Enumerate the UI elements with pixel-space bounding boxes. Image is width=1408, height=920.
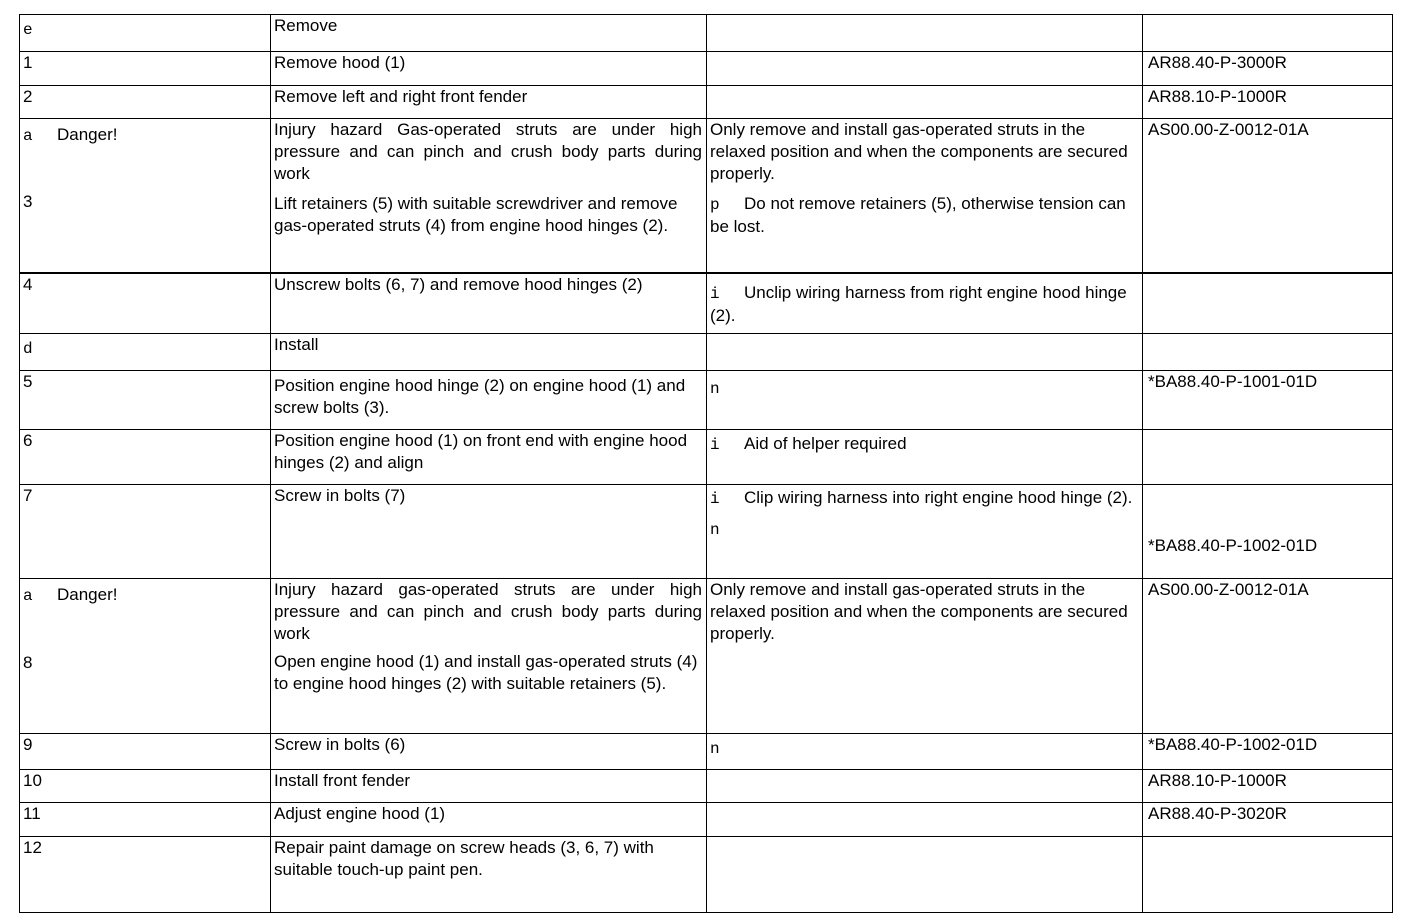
reference-link[interactable]: AS00.00-Z-0012-01A [1143, 579, 1393, 734]
action-cell [271, 371, 707, 430]
note-text: Only remove and install gas-operated struts in the relaxed position and when the components are secured properly. [710, 120, 1128, 183]
table-row [20, 371, 1393, 430]
table-row [20, 334, 1393, 371]
action-cell: Remove left and right front fender [271, 86, 707, 119]
section-symbol: d [23, 340, 33, 358]
note-cell [707, 15, 1143, 52]
step-number: 12 [20, 837, 271, 913]
note-symbol: n [710, 521, 720, 539]
info-symbol: i [710, 436, 720, 454]
table-row [20, 430, 1393, 485]
action-cell [271, 579, 707, 734]
action-cell: Unscrew bolts (6, 7) and remove hood hinges (2) [271, 273, 707, 334]
step-cell [20, 334, 271, 371]
table-row [20, 837, 1393, 913]
action-text: Open engine hood (1) and install gas-operated struts (4) to engine hood hinges (2) with suitable retainers (5). [274, 652, 698, 693]
table-row [20, 734, 1393, 770]
step-number: 7 [20, 485, 271, 579]
note-cell [707, 803, 1143, 837]
action-cell: Screw in bolts (6) [271, 734, 707, 770]
note-text: Unclip wiring harness from right engine hood hinge (2). [710, 282, 1127, 325]
table-row [20, 86, 1393, 119]
hazard-text: Injury hazard gas-operated struts are under high pressure and can pinch and crush body parts during work [274, 580, 702, 643]
table-row [20, 803, 1393, 837]
reference-cell [1143, 15, 1393, 52]
reference-cell [1143, 430, 1393, 485]
table-row [20, 485, 1393, 579]
reference-link[interactable]: AR88.40-P-3000R [1143, 52, 1393, 86]
note-text: Clip wiring harness into right engine hood hinge (2). [744, 488, 1133, 507]
note-cell [707, 334, 1143, 371]
action-cell: Position engine hood (1) on front end with engine hood hinges (2) and align [271, 430, 707, 485]
note-cell [707, 273, 1143, 334]
reference-cell [1143, 334, 1393, 371]
note-cell [707, 52, 1143, 86]
step-number: 3 [23, 192, 33, 211]
action-cell: Remove [271, 15, 707, 52]
step-number: 1 [20, 52, 271, 86]
note-cell [707, 734, 1143, 770]
reference-link[interactable]: AS00.00-Z-0012-01A [1143, 119, 1393, 273]
reference-link[interactable]: AR88.10-P-1000R [1143, 86, 1393, 119]
action-cell: Remove hood (1) [271, 52, 707, 86]
note-cell [707, 579, 1143, 734]
note-cell [707, 119, 1143, 273]
reference-link[interactable]: AR88.40-P-3020R [1143, 803, 1393, 837]
action-text: Lift retainers (5) with suitable screwdriver and remove gas-operated struts (4) from engine hood hinges (2). [274, 194, 678, 235]
danger-label: Danger! [57, 585, 118, 604]
action-cell: Repair paint damage on screw heads (3, 6, 7) with suitable touch-up paint pen. [271, 837, 707, 913]
action-cell [271, 119, 707, 273]
reference-cell [1143, 837, 1393, 913]
table-row [20, 119, 1393, 273]
reference-link[interactable]: *BA88.40-P-1002-01D [1143, 734, 1393, 770]
note-cell [707, 371, 1143, 430]
step-number: 4 [20, 273, 271, 334]
note-cell [707, 770, 1143, 803]
note-cell [707, 86, 1143, 119]
step-number: 11 [20, 803, 271, 837]
step-number: 9 [20, 734, 271, 770]
reference-link[interactable]: *BA88.40-P-1002-01D [1148, 536, 1318, 555]
note-cell [707, 430, 1143, 485]
action-cell: Screw in bolts (7) [271, 485, 707, 579]
table-row [20, 273, 1393, 334]
table-row [20, 52, 1393, 86]
note-cell [707, 837, 1143, 913]
step-number: 6 [20, 430, 271, 485]
procedure-table [19, 14, 1393, 913]
note-symbol: n [710, 380, 720, 398]
note-symbol: n [710, 740, 720, 758]
hazard-text: Injury hazard Gas-operated struts are under high pressure and can pinch and crush body parts during work [274, 120, 702, 183]
note-text: Do not remove retainers (5), otherwise tension can be lost. [710, 194, 1126, 236]
action-text: Position engine hood hinge (2) on engine hood (1) and screw bolts (3). [274, 376, 686, 417]
note-cell [707, 485, 1143, 579]
section-symbol: e [23, 21, 33, 39]
prohibition-symbol: p [710, 196, 720, 214]
action-cell: Adjust engine hood (1) [271, 803, 707, 837]
info-symbol: i [710, 284, 720, 303]
step-number: 2 [20, 86, 271, 119]
table-row [20, 579, 1393, 734]
reference-cell [1143, 273, 1393, 334]
step-number: 5 [20, 371, 271, 430]
table-row [20, 770, 1393, 803]
step-cell [20, 15, 271, 52]
reference-link[interactable]: AR88.10-P-1000R [1143, 770, 1393, 803]
action-cell: Install [271, 334, 707, 371]
table-row [20, 15, 1393, 52]
step-cell [20, 119, 271, 273]
step-cell [20, 579, 271, 734]
reference-cell [1143, 485, 1393, 579]
action-cell: Install front fender [271, 770, 707, 803]
warning-symbol: a [23, 587, 33, 605]
danger-label: Danger! [57, 125, 118, 144]
reference-link[interactable]: *BA88.40-P-1001-01D [1143, 371, 1393, 430]
step-number: 8 [23, 653, 33, 672]
note-text: Only remove and install gas-operated struts in the relaxed position and when the components are secured properly. [710, 580, 1128, 643]
warning-symbol: a [23, 127, 33, 145]
info-symbol: i [710, 490, 720, 508]
note-text: Aid of helper required [744, 434, 907, 453]
step-number: 10 [20, 770, 271, 803]
